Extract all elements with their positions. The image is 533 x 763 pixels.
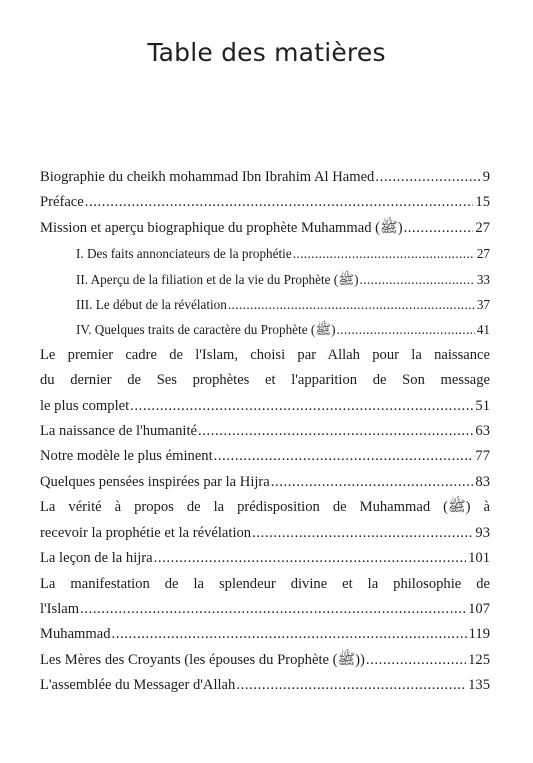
toc-entry-title: III. Le début de la révélation bbox=[76, 297, 227, 313]
toc-page-number: 135 bbox=[468, 677, 490, 694]
toc-page-number: 119 bbox=[468, 626, 490, 643]
dot-leader bbox=[154, 546, 466, 571]
toc-entry bbox=[40, 216, 490, 241]
toc-entry-text-line: Le premier cadre de l'Islam, choisi par Allah pour la naissance bbox=[40, 346, 490, 363]
toc-entry-line bbox=[76, 241, 490, 266]
toc-page-number: 51 bbox=[475, 397, 490, 414]
toc-entry-text-line: du dernier de Ses prophètes et l'apparition de Son message bbox=[40, 372, 490, 389]
toc-page-number: 41 bbox=[476, 322, 490, 338]
toc-page-number: 93 bbox=[475, 524, 490, 541]
dot-leader bbox=[271, 470, 474, 495]
toc-entry-title: I. Des faits annonciateurs de la prophétie bbox=[76, 246, 292, 262]
toc-entry-title: IV. Quelques traits de caractère du Prophète (ﷺ) bbox=[76, 322, 336, 338]
dot-leader bbox=[130, 394, 473, 419]
toc-entry-title: La leçon de la hijra bbox=[40, 550, 153, 567]
toc-entry-line bbox=[40, 444, 490, 469]
toc-entry bbox=[40, 165, 490, 190]
toc-entry bbox=[40, 673, 490, 698]
toc-entry bbox=[40, 470, 490, 495]
page-title: Table des matières bbox=[147, 38, 386, 67]
dot-leader bbox=[236, 673, 466, 698]
toc-page-number: 9 bbox=[482, 169, 490, 185]
toc-entry-title: recevoir la prophétie et la révélation bbox=[40, 524, 252, 541]
toc-entry-line bbox=[40, 597, 490, 622]
dot-leader bbox=[293, 241, 475, 266]
toc-entry bbox=[40, 343, 490, 419]
toc-entry-line bbox=[40, 648, 490, 673]
toc-entry-line bbox=[40, 546, 490, 571]
toc-entry-line bbox=[40, 622, 490, 647]
dot-leader bbox=[337, 317, 475, 342]
toc-entry bbox=[40, 572, 490, 623]
toc-page-number: 63 bbox=[475, 423, 490, 440]
toc-entry bbox=[40, 444, 490, 469]
toc-page-number: 33 bbox=[476, 271, 490, 287]
toc-entry bbox=[40, 622, 490, 647]
toc-entry-line bbox=[76, 317, 490, 342]
toc-entry-title: Notre modèle le plus éminent bbox=[40, 448, 213, 465]
dot-leader bbox=[228, 292, 475, 317]
dot-leader bbox=[366, 648, 466, 673]
toc-entry-title: Biographie du cheikh mohammad Ibn Ibrahim Al Hamed bbox=[40, 169, 375, 185]
toc-page-number: 37 bbox=[476, 297, 490, 313]
dot-leader bbox=[360, 267, 475, 292]
toc-page-number: 107 bbox=[468, 600, 490, 617]
toc-subentry bbox=[40, 317, 490, 342]
dot-leader bbox=[375, 165, 480, 190]
toc-entry-line bbox=[40, 394, 490, 419]
toc-entry bbox=[40, 648, 490, 673]
toc-entry-line bbox=[40, 190, 490, 215]
toc-page-number: 83 bbox=[475, 473, 490, 490]
dot-leader bbox=[198, 419, 473, 444]
toc-entry bbox=[40, 419, 490, 444]
toc-page-number: 125 bbox=[468, 651, 490, 668]
toc-entry bbox=[40, 190, 490, 215]
toc-entry-title: l'Islam bbox=[40, 600, 80, 617]
dot-leader bbox=[112, 622, 467, 647]
toc-page-number: 27 bbox=[475, 219, 490, 236]
toc-entry-line bbox=[76, 292, 490, 317]
toc-entry-text-line: La vérité à propos de la prédisposition de Muhammad (ﷺ) à bbox=[40, 499, 490, 516]
toc-entry-title: Préface bbox=[40, 194, 84, 211]
dot-leader bbox=[404, 216, 474, 241]
toc-page-number: 27 bbox=[476, 246, 490, 262]
toc-entry bbox=[40, 495, 490, 546]
toc-subentry bbox=[40, 241, 490, 266]
toc-entry-title: La naissance de l'humanité bbox=[40, 423, 198, 440]
dot-leader bbox=[214, 444, 474, 469]
toc-subentry bbox=[40, 267, 490, 292]
toc-page-number: 101 bbox=[468, 550, 490, 567]
dot-leader bbox=[252, 521, 473, 546]
toc-entry-title: Les Mères des Croyants (les épouses du Prophète (ﷺ)) bbox=[40, 651, 365, 668]
toc-entry-line bbox=[40, 521, 490, 546]
toc-entry-title: L'assemblée du Messager d'Allah bbox=[40, 677, 236, 694]
dot-leader bbox=[80, 597, 466, 622]
toc-entry-line bbox=[40, 673, 490, 698]
table-of-contents bbox=[40, 165, 490, 699]
toc-entry-line bbox=[40, 165, 490, 190]
toc-page-number: 15 bbox=[475, 194, 490, 211]
toc-entry bbox=[40, 546, 490, 571]
toc-entry-text-line: La manifestation de la splendeur divine et la philosophie de bbox=[40, 575, 490, 592]
toc-entry-title: Quelques pensées inspirées par la Hijra bbox=[40, 473, 270, 490]
toc-page-number: 77 bbox=[475, 448, 490, 465]
toc-entry-line bbox=[40, 216, 490, 241]
toc-subentry bbox=[40, 292, 490, 317]
toc-entry-line bbox=[40, 470, 490, 495]
toc-entry-line bbox=[40, 419, 490, 444]
toc-entry-title: Mission et aperçu biographique du prophète Muhammad (ﷺ) bbox=[40, 219, 403, 236]
toc-entry-title: le plus complet bbox=[40, 397, 130, 414]
dot-leader bbox=[85, 190, 474, 215]
toc-entry-line bbox=[76, 267, 490, 292]
toc-entry-title: II. Aperçu de la filiation et de la vie du Prophète (ﷺ) bbox=[76, 271, 359, 287]
toc-entry-title: Muhammad bbox=[40, 626, 111, 643]
